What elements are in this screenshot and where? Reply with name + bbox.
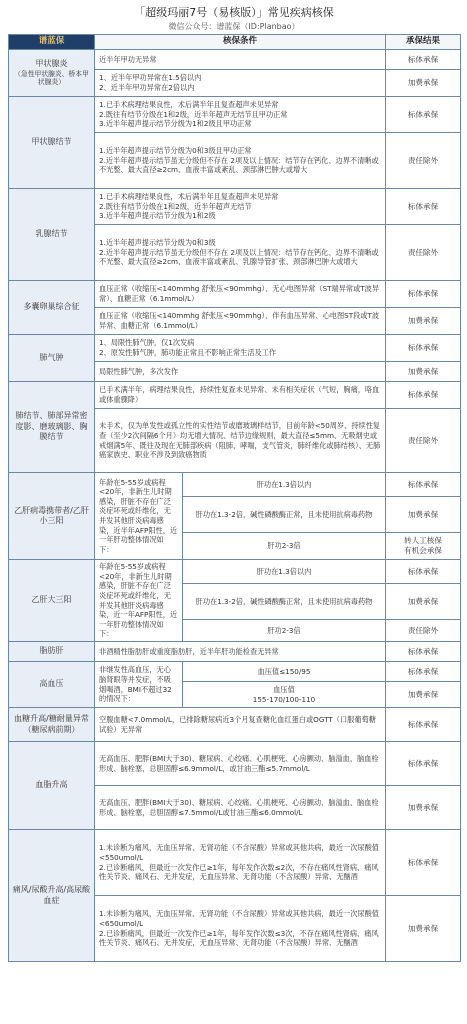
result-cell: 加费承保 (386, 497, 461, 533)
result-cell: 标体承保 (386, 473, 461, 497)
table-row (9, 189, 461, 225)
table-row (9, 50, 461, 70)
subcondition-cell: 血压值≤150/95 (183, 662, 386, 682)
disease-name: 脂肪肝 (9, 642, 95, 662)
subcondition-cell: 肝功在1.3倍以内 (183, 560, 386, 584)
condition-cell: 1、局限性肺气肿，仅1次发病 2、原发性肺气肿，肺功能正常且不影响正常生活及工作 (95, 335, 386, 362)
table-row (9, 281, 461, 308)
result-cell: 加费承保 (386, 896, 461, 962)
disease-name: 肺结节、肺部异常密度影、磨玻璃影、胸膜结节 (9, 382, 95, 473)
condition-header: 核保条件 (95, 35, 386, 50)
result-cell: 责任除外 (386, 409, 461, 473)
subcondition-cell: 肝功2-3倍 (183, 533, 386, 560)
condition-cell: 近半年甲功无异常 (95, 50, 386, 70)
disease-name: 高血压 (9, 662, 95, 708)
result-cell: 责任除外 (386, 620, 461, 642)
disease-name (9, 50, 95, 97)
result-cell: 加费承保 (386, 308, 461, 335)
page-title: 「超级玛丽7号（易核版）」常见疾病核保 (134, 6, 334, 19)
underwriting-document (8, 6, 460, 962)
subcondition-cell: 肝功在1.3-2倍，碱性磷酸酶正常，且未使用抗病毒药物 (183, 497, 386, 533)
table-row (9, 382, 461, 409)
table-row (9, 708, 461, 742)
result-cell: 加费承保 (386, 362, 461, 382)
disease-name: 乳腺结节 (9, 189, 95, 281)
table-row (9, 662, 461, 682)
result-cell: 标体承保 (386, 281, 461, 308)
disease-name: 乙肝病毒携带者/乙肝小三阳 (9, 473, 95, 560)
disease-name: 血脂升高 (9, 742, 95, 830)
result-cell: 责任除外 (386, 225, 461, 281)
condition-cell: 非酒精性脂肪肝或重度脂肪肝，近半年肝功能检查无异常 (95, 642, 386, 662)
result-cell: 转人工核保 有机会承保 (386, 533, 461, 560)
table-row (9, 830, 461, 896)
result-cell: 标体承保 (386, 382, 461, 409)
subcondition-cell: 肝功在1.3-2倍，碱性磷酸酶正常，且未使用抗病毒药物 (183, 584, 386, 620)
condition-cell: 1、近半年甲功异常在1.5倍以内 2、近半年甲功异常在2倍以内 (95, 70, 386, 97)
disease-name: 多囊卵巢综合征 (9, 281, 95, 335)
result-cell: 责任除外 (386, 133, 461, 189)
disease-name: 甲状腺结节 (9, 97, 95, 189)
disease-name: 血糖升高/糖耐量异常（糖尿病前期） (9, 708, 95, 742)
result-cell: 加费承保 (386, 682, 461, 708)
condition-cell: 已手术满半年，病理结果良性，持续性复查未见异常、未有相关症状（气短，胸痛，咯血或体重骤降） (95, 382, 386, 409)
result-cell: 标体承保 (386, 50, 461, 70)
result-cell: 标体承保 (386, 742, 461, 786)
result-cell: 标体承保 (386, 97, 461, 133)
condition-cell: 无高血压、肥胖(BMI大于30)、糖尿病、心绞痛、心肌梗死、心房颤动、脑溢血、脑血栓形成、脑栓塞，总胆固醇≤7.5mmol/L或甘油三酯≤6.0mmol/L (95, 786, 386, 830)
table-row (9, 642, 461, 662)
subcondition-cell: 血压值 155-170/100-110 (183, 682, 386, 708)
condition-cell: 未手术，仅为单发性或孤立性的实性结节或磨玻璃样结节，目前年龄<50周岁、持续性复查（至少2次间隔6个月）均无增大情况、结节边缘规则，最大直径≤5mm、无吸烟史或戒烟满5年、既往及现在无肺部疾病（阻肺，哮喘，支气管炎，肺纤维化或肺结核）、无肺癌家族史、职业不涉及到致癌物质 (95, 409, 386, 473)
result-cell: 标体承保 (386, 189, 461, 225)
condition-cell: 年龄在5-55岁或病程<20年，非新生儿时期感染，肝脏不存在广泛炎症坏死或纤维化，无并发其他肝炎病毒感染，近一年AFP阳性，近一年肝功整体情况如下： (95, 560, 183, 642)
table-row (9, 335, 461, 362)
result-header: 承保结果 (386, 35, 461, 50)
result-cell: 标体承保 (386, 662, 461, 682)
disease-name: 肺气肿 (9, 335, 95, 382)
subcondition-cell: 肝功2-3倍 (183, 620, 386, 642)
underwriting-table (8, 34, 461, 962)
page-subtitle: 微信公众号：谱蓝保（ID:Planbao） (168, 22, 300, 31)
result-cell: 标体承保 (386, 830, 461, 896)
condition-cell: 1.近半年超声提示结节分级为0和3级 2.近半年超声提示结节虽无分级但不存在 2项及以上情况：结节存在钙化、边界不清晰或不光整、最大直径≥2cm、血液丰富或紊乱、乳腺导管扩张、颈部淋巴肿大或增大 (95, 225, 386, 281)
condition-cell: 1.未诊断为痛风，无血压异常、无肾功能（不含尿酸）异常或其他共病，最近一次尿酸值<550umol/L 2.已诊断痛风，但最近一次发作已≥1年，每年发作次数≤2次，不存在痛风性肾病、痛风性关节炎、痛风石、无并发症，无血压异常、无肾功能（不含尿酸）异常、无酗酒 (95, 830, 386, 896)
result-cell: 加费承保 (386, 786, 461, 830)
condition-cell: 1.未诊断为痛风，无血压异常、无肾功能（不含尿酸）异常或其他共病，最近一次尿酸值<650umol/L 2.已诊断痛风，但最近一次发作已≥1年，每年发作次数≤3次，不存在痛风性肾病、痛风性关节炎、痛风石、无并发症，无血压异常、无肾功能（不含尿酸）异常、无酗酒 (95, 896, 386, 962)
condition-cell: 无高血压、肥胖(BMI大于30)、糖尿病、心绞痛、心肌梗死、心房颤动、脑溢血、脑血栓形成、脑栓塞，总胆固醇≤6.9mmol/L，或甘油三酯≤5.7mmol/L (95, 742, 386, 786)
subcondition-cell: 肝功在1.3倍以内 (183, 473, 386, 497)
condition-cell: 1.已手术病理结果良性，术后满半年且复查超声未见异常 2.既往有结节分级在1和2级，近半年超声无结节且甲功正常 3.近半年超声提示结节分级为1和2级且甲功正常 (95, 97, 386, 133)
result-cell: 标体承保 (386, 560, 461, 584)
result-cell: 标体承保 (386, 335, 461, 362)
disease-label: 甲状腺炎 (35, 59, 68, 69)
table-row (9, 97, 461, 133)
disease-name: 痛风/尿酸升高/高尿酸血症 (9, 830, 95, 962)
brand-header: 谱蓝保 (9, 35, 95, 50)
table-row (9, 560, 461, 584)
condition-cell: 空腹血糖<7.0mmol/L，已排除糖尿病近3个月复查糖化血红蛋白或OGTT（口服葡萄糖试验）无异常 (95, 708, 386, 742)
condition-cell: 血压正常（收缩压<140mmhg 舒张压<90mmhg）、无心电图异常（ST端异常或T波异常）、血糖正常（6.1mmol/L） (95, 281, 386, 308)
condition-cell: 非继发性高血压，无心脑肾眼等并发症，不吸烟喝酒，BMI不超过32的情况下： (95, 662, 183, 708)
condition-cell: 血压正常（收缩压<140mmhg 舒张压<90mmhg）、伴有血压异常、心电图ST段或T波异常、血糖正常（6.1mmol/L） (95, 308, 386, 335)
disease-sublabel: （急性甲状腺炎、桥本甲状腺炎） (14, 69, 89, 87)
table-row (9, 742, 461, 786)
result-cell: 加费承保 (386, 584, 461, 620)
table-header-row (9, 35, 461, 50)
disease-name: 乙肝大三阳 (9, 560, 95, 642)
condition-cell: 1.近半年超声提示结节分级为0和3级且甲功正常 2.近半年超声提示结节虽无分级但不存在 2项及以上情况：结节存在钙化、边界不清晰或不光整、最大直径≥2cm、血液丰富或紊乱、颈部淋巴肿大或增大 (95, 133, 386, 189)
table-row (9, 473, 461, 497)
result-cell: 标体承保 (386, 708, 461, 742)
result-cell: 标体承保 (386, 642, 461, 662)
condition-cell: 年龄在5-55岁或病程<20年，非新生儿时期感染，肝脏不存在广泛炎症坏死或纤维化，无并发其他肝炎病毒感染，近半年AFP阳性，近一年肝功整体情况如下： (95, 473, 183, 560)
condition-cell: 1.已手术病理结果良性，术后满半年且复查超声未见异常 2.既往有结节分级在1和2级，近半年超声无结节 3.近半年超声提示结节分级为1和2级 (95, 189, 386, 225)
condition-cell: 局限性肺气肿，多次发作 (95, 362, 386, 382)
result-cell: 加费承保 (386, 70, 461, 97)
